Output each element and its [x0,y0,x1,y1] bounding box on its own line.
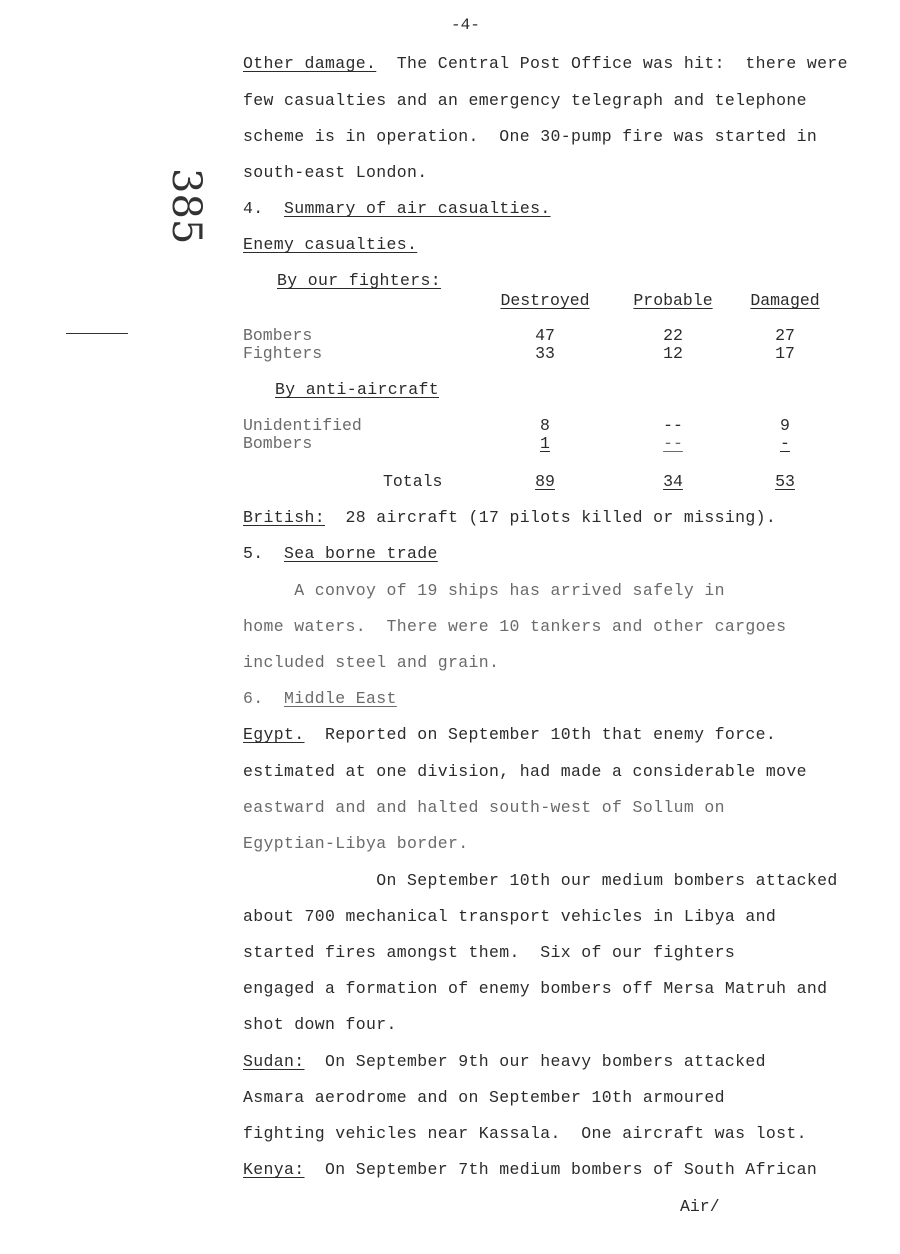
margin-dash [66,333,128,334]
page-number: -4- [451,16,480,34]
sudan-label: Sudan: [243,1052,305,1071]
column-header-damaged: Damaged [750,291,820,310]
aa-bombers-probable: -- [663,434,683,453]
sea-trade-line-2: home waters. There were 10 tankers and other cargoes [243,617,787,636]
egypt-label: Egypt. [243,725,305,744]
kenya-line-1: Kenya: On September 7th medium bombers of South African [243,1160,818,1179]
libya-line-1: On September 10th our medium bombers attacked [243,871,838,890]
kenya-label: Kenya: [243,1160,305,1179]
aa-bombers-damaged: - [780,434,790,453]
other-damage-line-4: south-east London. [243,163,428,182]
unidentified-probable: -- [663,416,683,435]
enemy-casualties-heading: Enemy casualties. [243,235,418,254]
fighters-destroyed: 33 [535,344,555,363]
row-label-unidentified: Unidentified [243,416,362,435]
sudan-line-2: Asmara aerodrome and on September 10th armoured [243,1088,725,1107]
egypt-line-4: Egyptian-Libya border. [243,834,469,853]
sea-trade-line-1: A convoy of 19 ships has arrived safely in [243,581,725,600]
libya-line-4: engaged a formation of enemy bombers off Mersa Matruh and [243,979,828,998]
total-probable: 34 [663,472,683,491]
libya-line-3: started fires amongst them. Six of our fighters [243,943,736,962]
sudan-line-1: Sudan: On September 9th our heavy bombers attacked [243,1052,766,1071]
fighters-heading: By our fighters: [277,271,442,290]
total-destroyed: 89 [535,472,555,491]
libya-line-5: shot down four. [243,1015,397,1034]
british-casualties-line: British: 28 aircraft (17 pilots killed or missing). [243,508,777,527]
other-damage-line-1: Other damage. The Central Post Office was hit: there were [243,54,848,73]
egypt-line-1: Egypt. Reported on September 10th that enemy force. [243,725,777,744]
egypt-line-3: eastward and and halted south-west of Sollum on [243,798,725,817]
british-label: British: [243,508,326,527]
sudan-line-3: fighting vehicles near Kassala. One aircraft was lost. [243,1124,807,1143]
fighter-bombers-destroyed: 47 [535,326,555,345]
libya-line-2: about 700 mechanical transport vehicles in Libya and [243,907,777,926]
handwritten-margin-number: 385 [163,168,209,245]
section-4-heading: 4. Summary of air casualties. [243,199,551,218]
row-label-aa-bombers: Bombers [243,434,313,453]
fighter-bombers-damaged: 27 [775,326,795,345]
aa-bombers-destroyed: 1 [540,434,550,453]
row-label-fighters: Fighters [243,344,323,363]
row-label-fighter-bombers: Bombers [243,326,313,345]
unidentified-damaged: 9 [780,416,790,435]
column-header-probable: Probable [633,291,713,310]
other-damage-line-2: few casualties and an emergency telegraph and telephone [243,91,807,110]
totals-label: Totals [383,472,443,491]
continuation-catchword: Air/ [680,1197,720,1216]
section-5-heading: 5. Sea borne trade [243,544,438,563]
total-damaged: 53 [775,472,795,491]
fighters-damaged: 17 [775,344,795,363]
egypt-line-2: estimated at one division, had made a considerable move [243,762,807,781]
unidentified-destroyed: 8 [540,416,550,435]
fighters-probable: 12 [663,344,683,363]
other-damage-label: Other damage. [243,54,377,73]
anti-aircraft-heading: By anti-aircraft [275,380,440,399]
sea-trade-line-3: included steel and grain. [243,653,500,672]
fighter-bombers-probable: 22 [663,326,683,345]
section-6-heading: 6. Middle East [243,689,397,708]
column-header-destroyed: Destroyed [500,291,590,310]
other-damage-line-3: scheme is in operation. One 30-pump fire was started in [243,127,818,146]
